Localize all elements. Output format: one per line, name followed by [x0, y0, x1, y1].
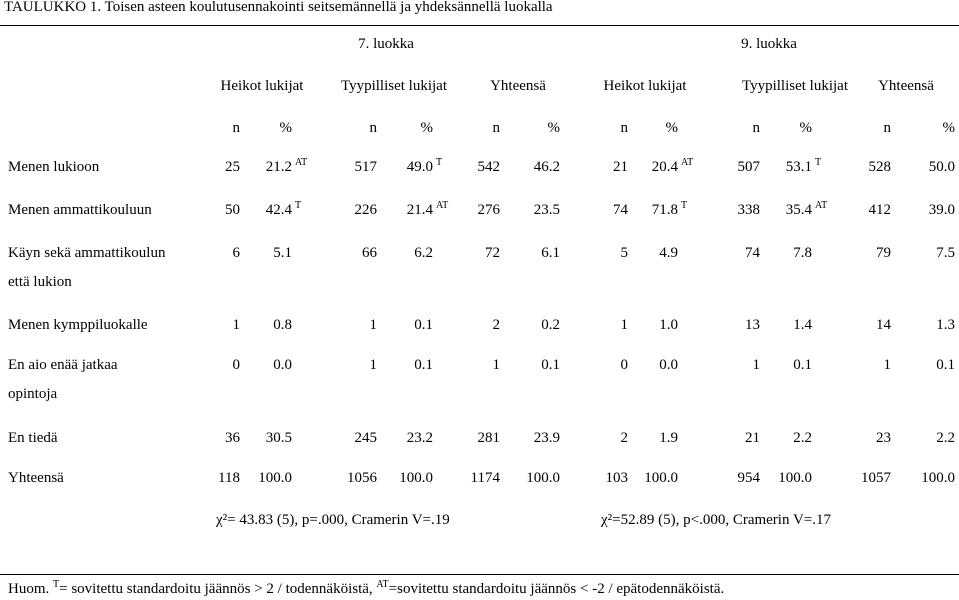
subheader-cell: % — [942, 120, 955, 136]
cell-percent — [659, 244, 678, 262]
cell-percent — [266, 429, 292, 447]
cell-n: 1 — [232, 317, 240, 333]
percent-value: 23.5 — [533, 202, 560, 218]
cell-percent — [659, 316, 678, 334]
cell-n: 50 — [225, 202, 240, 218]
percent-value: 7.8 — [793, 245, 812, 261]
subheader-cell: % — [420, 120, 433, 136]
cell-n: 1 — [752, 357, 760, 373]
cell-n: 36 — [225, 430, 240, 446]
subheader-cell: % — [665, 120, 678, 136]
cell-percent — [929, 201, 955, 219]
table-footnote: Huom. $^T$= sovitettu standardoitu jäännös > 2 / todennäköistä, $^{AT}$=sovitettu standardoitu jäännös < -2 / epätodennäköistä. — [8, 579, 725, 597]
cell-percent — [644, 469, 678, 487]
subheader-cell: n — [492, 120, 500, 136]
cell-n: 103 — [605, 470, 628, 486]
cell-percent — [541, 244, 560, 262]
percent-value: 100.0 — [921, 470, 955, 486]
cell-n: 5 — [620, 245, 628, 261]
cell-percent — [659, 429, 678, 447]
subheader-cell: % — [279, 120, 292, 136]
grade-header: 7. luokka — [358, 36, 414, 52]
cell-percent — [936, 244, 955, 262]
cell-percent — [793, 429, 812, 447]
cell-percent — [266, 158, 307, 176]
cell-n: 21 — [745, 430, 760, 446]
percent-value: 0.1 — [793, 357, 812, 373]
cell-percent — [526, 469, 560, 487]
percent-value: 20.4 — [651, 159, 678, 175]
cell-percent — [414, 316, 433, 334]
residual-marker: AT — [815, 200, 828, 211]
percent-value: 2.2 — [936, 430, 955, 446]
percent-value: 53.1 — [785, 159, 812, 175]
cell-n: 245 — [354, 430, 377, 446]
cell-percent — [778, 469, 812, 487]
percent-value: 100.0 — [526, 470, 560, 486]
cell-n: 6 — [232, 245, 240, 261]
cell-n: 1 — [369, 357, 377, 373]
cell-n: 276 — [477, 202, 500, 218]
cell-n: 25 — [225, 159, 240, 175]
percent-value: 4.9 — [659, 245, 678, 261]
group-header: Yhteensä — [490, 78, 546, 94]
cell-n: 14 — [876, 317, 891, 333]
percent-value: 0.2 — [541, 317, 560, 333]
cell-n: 0 — [620, 357, 628, 373]
percent-value: 1.3 — [936, 317, 955, 333]
cell-n: 74 — [613, 202, 628, 218]
group-header: Heikot lukijat — [220, 78, 304, 94]
cell-percent — [407, 158, 442, 176]
percent-value: 0.8 — [273, 317, 292, 333]
percent-value: 6.2 — [414, 245, 433, 261]
cell-percent — [936, 356, 955, 374]
cell-percent — [258, 469, 292, 487]
percent-value: 100.0 — [399, 470, 433, 486]
percent-value: 1.4 — [793, 317, 812, 333]
row-label: Menen kymppiluokalle — [8, 317, 148, 333]
cell-n: 542 — [477, 159, 500, 175]
cell-percent — [659, 356, 678, 374]
percent-value: 35.4 — [785, 202, 812, 218]
cell-percent — [929, 158, 955, 176]
cell-percent — [273, 356, 292, 374]
cell-percent — [273, 316, 292, 334]
cell-percent — [936, 429, 955, 447]
cell-percent — [793, 356, 812, 374]
percent-value: 21.2 — [265, 159, 292, 175]
row-label: opintoja — [8, 386, 58, 402]
cell-percent — [266, 201, 301, 219]
cell-percent — [541, 316, 560, 334]
cell-n: 66 — [362, 245, 377, 261]
residual-marker: T — [815, 157, 822, 168]
cell-n: 13 — [745, 317, 760, 333]
group-header: Heikot lukijat — [603, 78, 687, 94]
cell-n: 1056 — [347, 470, 377, 486]
row-label: Menen lukioon — [8, 159, 100, 175]
cell-percent — [793, 244, 812, 262]
residual-marker: AT — [295, 157, 308, 168]
grade-header: 9. luokka — [741, 36, 797, 52]
percent-value: 100.0 — [644, 470, 678, 486]
subheader-cell: % — [547, 120, 560, 136]
chi-square-stat: χ²= 43.83 (5), p=.000, Cramerin V=.19 — [216, 512, 450, 528]
cell-percent — [399, 469, 433, 487]
percent-value: 39.0 — [928, 202, 955, 218]
percent-value: 5.1 — [273, 245, 292, 261]
percent-value: 0.1 — [541, 357, 560, 373]
residual-marker: T — [295, 200, 302, 211]
percent-value: 0.1 — [414, 357, 433, 373]
cell-percent — [786, 201, 827, 219]
cell-n: 1 — [492, 357, 500, 373]
cell-percent — [921, 469, 955, 487]
chi-square-stat: χ²=52.89 (5), p<.000, Cramerin V=.17 — [601, 512, 831, 528]
cell-n: 79 — [876, 245, 891, 261]
percent-value: 6.1 — [541, 245, 560, 261]
percent-value: 100.0 — [778, 470, 812, 486]
group-header: Yhteensä — [878, 78, 934, 94]
subheader-cell: % — [799, 120, 812, 136]
cell-percent — [534, 158, 560, 176]
percent-value: 42.4 — [265, 202, 292, 218]
cell-n: 528 — [868, 159, 891, 175]
cell-percent — [652, 201, 687, 219]
percent-value: 100.0 — [258, 470, 292, 486]
residual-marker: T — [436, 157, 443, 168]
cell-n: 226 — [354, 202, 377, 218]
cell-percent — [273, 244, 292, 262]
percent-value: 50.0 — [928, 159, 955, 175]
subheader-cell: n — [752, 120, 760, 136]
percent-value: 7.5 — [936, 245, 955, 261]
cell-percent — [541, 356, 560, 374]
cell-percent — [407, 429, 433, 447]
group-header: Tyypilliset lukijat — [340, 78, 448, 94]
row-label: En aio enää jatkaa — [8, 357, 118, 373]
percent-value: 1.0 — [659, 317, 678, 333]
row-label: Käyn sekä ammattikoulun — [8, 245, 166, 261]
table-title: TAULUKKO 1. Toisen asteen koulutusennakointi seitsemännellä ja yhdeksännellä luokalla — [4, 0, 553, 15]
cell-n: 1 — [620, 317, 628, 333]
cell-n: 2 — [492, 317, 500, 333]
bottom-rule — [0, 574, 959, 575]
cell-percent — [414, 356, 433, 374]
cell-n: 1174 — [470, 470, 500, 486]
subheader-cell: n — [232, 120, 240, 136]
cell-percent — [534, 429, 560, 447]
percent-value: 0.0 — [273, 357, 292, 373]
row-label: Yhteensä — [8, 470, 64, 486]
cell-n: 412 — [868, 202, 891, 218]
cell-n: 954 — [737, 470, 760, 486]
residual-marker: AT — [436, 200, 449, 211]
row-label: Menen ammattikouluun — [8, 202, 152, 218]
cell-percent — [652, 158, 693, 176]
subheader-cell: n — [883, 120, 891, 136]
percent-value: 46.2 — [533, 159, 560, 175]
cell-n: 21 — [613, 159, 628, 175]
cell-percent — [534, 201, 560, 219]
cell-n: 1 — [883, 357, 891, 373]
percent-value: 2.2 — [793, 430, 812, 446]
cell-n: 72 — [485, 245, 500, 261]
cell-percent — [793, 316, 812, 334]
percent-value: 21.4 — [406, 202, 433, 218]
row-label: että lukion — [8, 274, 72, 290]
subheader-cell: n — [369, 120, 377, 136]
cell-n: 338 — [737, 202, 760, 218]
residual-marker: T — [681, 200, 688, 211]
cell-n: 507 — [737, 159, 760, 175]
percent-value: 30.5 — [265, 430, 292, 446]
cell-n: 23 — [876, 430, 891, 446]
cell-percent — [786, 158, 821, 176]
group-header: Tyypilliset lukijat — [741, 78, 849, 94]
percent-value: 71.8 — [651, 202, 678, 218]
residual-marker: AT — [681, 157, 694, 168]
percent-value: 49.0 — [406, 159, 433, 175]
cell-n: 2 — [620, 430, 628, 446]
top-rule — [0, 25, 959, 26]
percent-value: 1.9 — [659, 430, 678, 446]
cell-percent — [414, 244, 433, 262]
percent-value: 0.1 — [414, 317, 433, 333]
cell-n: 0 — [232, 357, 240, 373]
cell-n: 74 — [745, 245, 760, 261]
percent-value: 23.2 — [406, 430, 433, 446]
cell-n: 118 — [218, 470, 240, 486]
cell-n: 281 — [477, 430, 500, 446]
percent-value: 0.0 — [659, 357, 678, 373]
row-label: En tiedä — [8, 430, 58, 446]
cell-percent — [936, 316, 955, 334]
percent-value: 23.9 — [533, 430, 560, 446]
subheader-cell: n — [620, 120, 628, 136]
cell-n: 1057 — [861, 470, 891, 486]
cell-n: 1 — [369, 317, 377, 333]
percent-value: 0.1 — [936, 357, 955, 373]
cell-n: 517 — [354, 159, 377, 175]
